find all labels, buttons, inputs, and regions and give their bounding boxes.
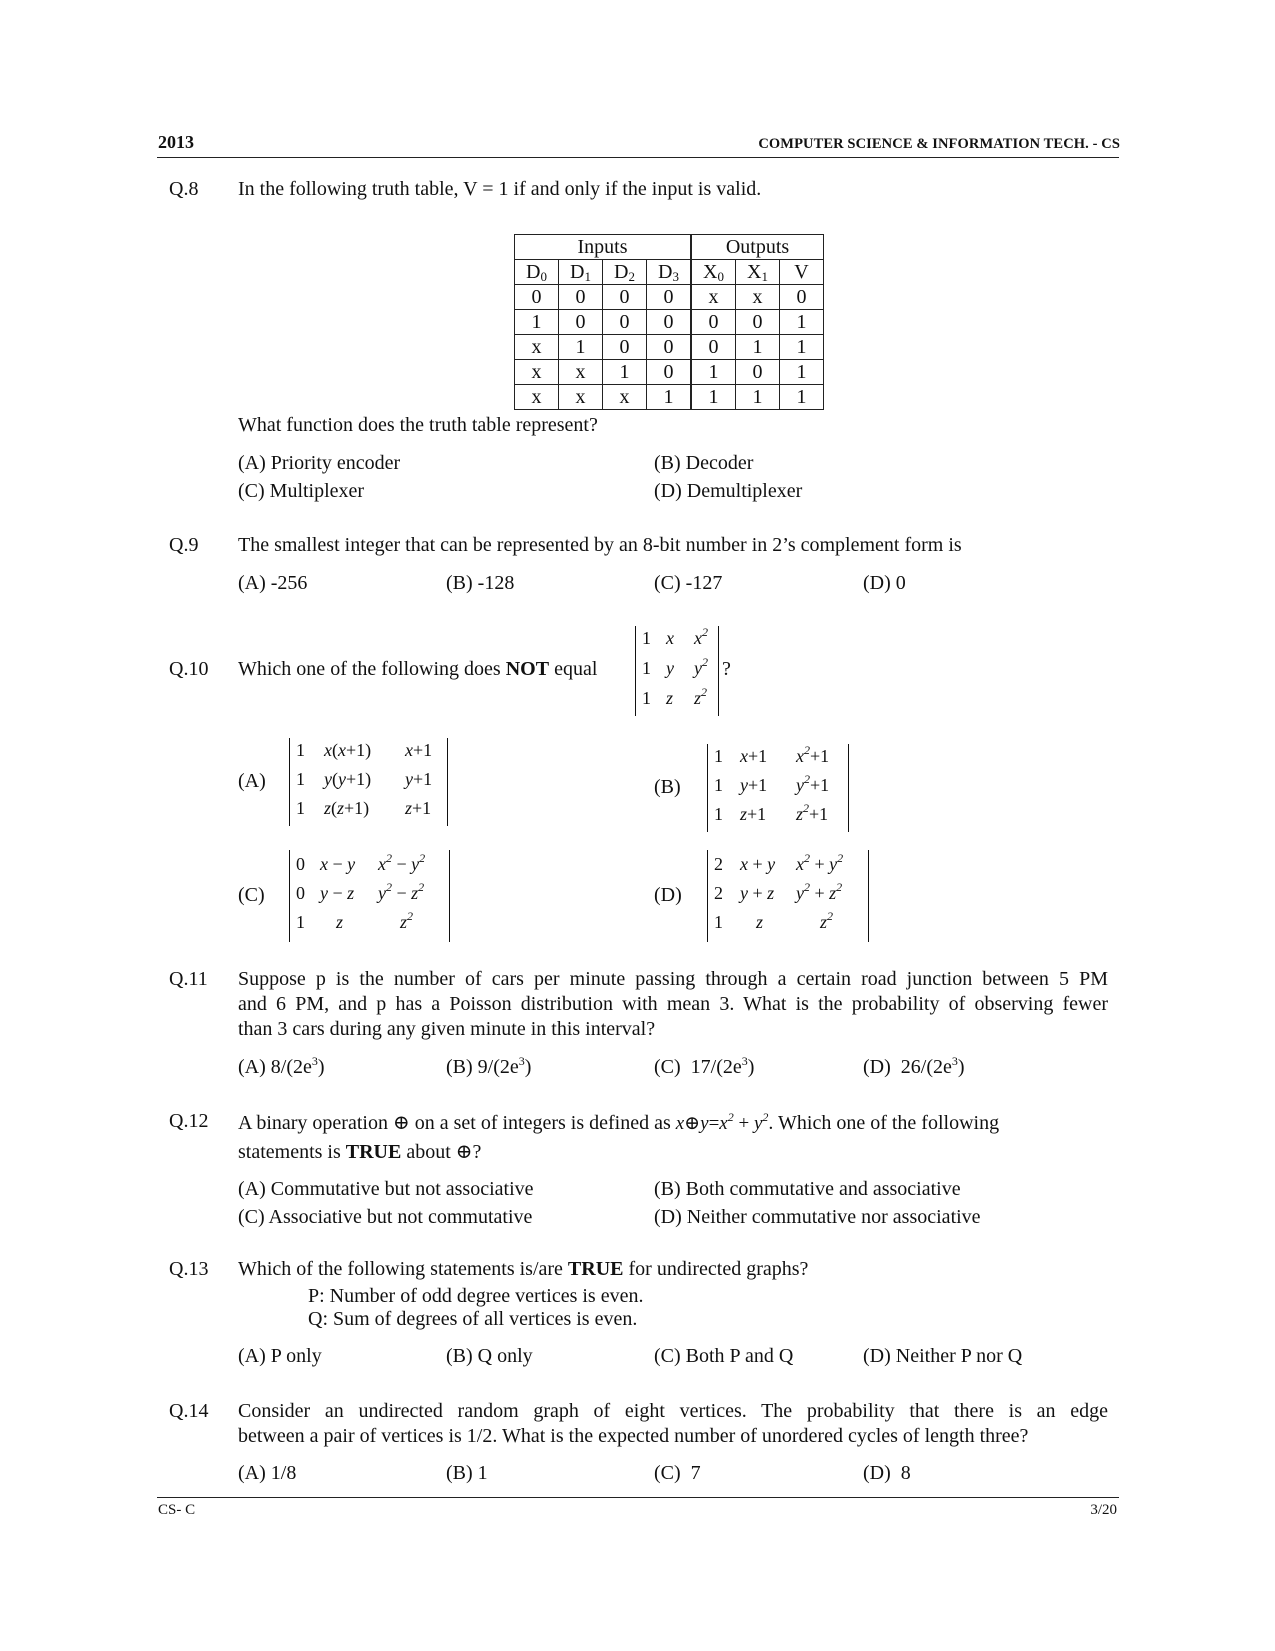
q8-option-c[interactable]: (C) Multiplexer [238, 480, 365, 502]
q11-option-a-text: (A) 8/(2e [238, 1056, 312, 1078]
table-cell: 1 [691, 385, 736, 410]
q9-option-a[interactable]: (A) -256 [238, 572, 308, 594]
col-x0: $X_0$ [691, 260, 736, 285]
col-d1: $D_1$ [559, 260, 603, 285]
q12-line-2-a: statements is [238, 1141, 341, 1163]
q12-option-c[interactable]: (C) Associative but not commutative [238, 1206, 533, 1228]
q10-question-mark: ? [722, 658, 731, 680]
footer-code: CS- C [158, 1502, 196, 1518]
table-cell: x [515, 385, 559, 410]
q11-line-3: than 3 cars during any given minute in this interval? [238, 1018, 656, 1040]
truth-table-column-headers [515, 260, 824, 285]
q10-text-before: Which one of the following does [238, 658, 501, 680]
q10-number: Q.10 [169, 658, 209, 680]
q10-option-a-determinant: 1 x(x+1) x+1 1 y(y+1) y+1 1 z(z+1) z+1 [289, 738, 448, 826]
q12-line-1-a: A binary operation ⊕ on a set of integers is defined as [238, 1112, 671, 1134]
col-x1: $X_1$ [736, 260, 780, 285]
q14-option-b[interactable]: (B) 1 [446, 1462, 488, 1484]
q13-statement-p: P: Number of odd degree vertices is even. [308, 1285, 644, 1307]
q8-number: Q.8 [169, 178, 199, 200]
q14-line-1: Consider an undirected random graph of eight vertices. The probability that there is an edge [238, 1400, 1108, 1422]
table-cell: x [515, 360, 559, 385]
table-cell: 0 [691, 310, 736, 335]
q14-number: Q.14 [169, 1400, 209, 1422]
q14-option-d[interactable]: (D) 8 [863, 1462, 911, 1484]
table-cell: 1 [647, 385, 692, 410]
table-cell: x [559, 385, 603, 410]
q13-statement-q: Q: Sum of degrees of all vertices is even. [308, 1308, 638, 1330]
table-cell: 0 [559, 285, 603, 310]
q11-option-c-text: (C) 17/(2e [654, 1056, 742, 1078]
q10-option-a-label[interactable]: (A) [238, 770, 266, 792]
truth-table [514, 234, 824, 410]
col-d3: $D_3$ [647, 260, 692, 285]
table-cell: 1 [691, 360, 736, 385]
col-d0: $D_0$ [515, 260, 559, 285]
q11-option-c[interactable]: (C) $17/(2e^3)$ [654, 1054, 755, 1078]
q10-text [238, 658, 597, 681]
q9-option-d[interactable]: (D) 0 [863, 572, 906, 594]
table-cell: 1 [780, 335, 824, 360]
table-cell: x [515, 335, 559, 360]
q8-option-a[interactable]: (A) Priority encoder [238, 452, 401, 474]
q10-main-determinant: 1 x $x^2$ 1 y $y^2$ 1 z $z^2$ [635, 626, 719, 716]
table-cell: 0 [780, 285, 824, 310]
table-cell: 0 [603, 335, 647, 360]
q13-option-a[interactable]: (A) P only [238, 1345, 322, 1367]
footer-divider [157, 1497, 1119, 1498]
header-title: COMPUTER SCIENCE & INFORMATION TECH. - CS [758, 136, 1120, 152]
col-d2: $D_2$ [603, 260, 647, 285]
truth-table-outputs-header: Outputs [691, 235, 824, 260]
table-cell: x [559, 360, 603, 385]
table-cell: 0 [647, 360, 692, 385]
table-cell: x [736, 285, 780, 310]
table-cell: 0 [736, 310, 780, 335]
q12-number: Q.12 [169, 1110, 209, 1132]
table-cell: 0 [559, 310, 603, 335]
q8-option-d[interactable]: (D) Demultiplexer [654, 480, 803, 502]
q13-option-b[interactable]: (B) Q only [446, 1345, 533, 1367]
q13-option-c[interactable]: (C) Both P and Q [654, 1345, 794, 1367]
q11-option-d[interactable]: (D) $26/(2e^3)$ [863, 1054, 965, 1078]
table-row [515, 360, 824, 385]
header-year: 2013 [158, 132, 194, 152]
table-cell: 0 [647, 285, 692, 310]
q8-question: What function does the truth table represent? [238, 414, 598, 436]
table-cell: 0 [647, 335, 692, 360]
q11-option-a[interactable]: (A) $8/(2e^3)$ [238, 1054, 325, 1078]
table-cell: 0 [515, 285, 559, 310]
q13-text-a: Which of the following statements is/are [238, 1258, 563, 1280]
table-row [515, 285, 824, 310]
q9-number: Q.9 [169, 534, 199, 556]
truth-table-inputs-header: Inputs [515, 235, 692, 260]
table-row [515, 385, 824, 410]
q13-text-bold: TRUE [567, 1258, 624, 1280]
q12-line-2-b: about ⊕? [406, 1141, 482, 1163]
q9-option-c[interactable]: (C) -127 [654, 572, 723, 594]
q10-option-b-determinant: 1 x+1 $x^2+1$ 1 y+1 $y^2+1$ 1 z+1 $z^2+1$ [707, 744, 849, 832]
q11-line-1: Suppose p is the number of cars per minute passing through a certain road junction between 5 PM [238, 968, 1108, 990]
table-cell: 1 [780, 310, 824, 335]
q14-line-2: between a pair of vertices is 1/2. What is the expected number of unordered cycles of length three? [238, 1425, 1029, 1447]
q10-text-bold: NOT [505, 658, 550, 680]
table-cell: 1 [559, 335, 603, 360]
q9-option-b[interactable]: (B) -128 [446, 572, 515, 594]
q10-option-d-determinant: 2 x + y $x^2 + y^2$ 2 y + z $y^2 + z^2$ 1 z $z^2$ [707, 850, 869, 942]
q11-option-b-text: (B) 9/(2e [446, 1056, 519, 1078]
q10-option-c-determinant: 0 x − y $x^2 - y^2$ 0 y − z $y^2 - z^2$ 1 z $z^2$ [289, 850, 450, 942]
table-cell: 0 [736, 360, 780, 385]
q12-line-2-bold: TRUE [345, 1141, 402, 1163]
table-cell: 0 [647, 310, 692, 335]
q13-number: Q.13 [169, 1258, 209, 1280]
table-cell: x [603, 385, 647, 410]
q8-text: In the following truth table, V = 1 if and only if the input is valid. [238, 178, 762, 200]
q10-option-d-label[interactable]: (D) [654, 884, 682, 906]
table-cell: 1 [780, 385, 824, 410]
table-cell: 0 [603, 310, 647, 335]
table-row [515, 310, 824, 335]
q8-option-b[interactable]: (B) Decoder [654, 452, 754, 474]
q14-option-c[interactable]: (C) 7 [654, 1462, 701, 1484]
table-cell: 1 [736, 335, 780, 360]
q12-option-d[interactable]: (D) Neither commutative nor associative [654, 1206, 981, 1228]
q12-line-1 [238, 1110, 999, 1135]
table-cell: x [691, 285, 736, 310]
q9-text: The smallest integer that can be represented by an 8-bit number in 2’s complement form is [238, 534, 962, 556]
table-cell: 0 [603, 285, 647, 310]
table-cell: 0 [691, 335, 736, 360]
q12-formula: $x\oplus y=x^2 + y^2$ [675, 1110, 769, 1134]
q11-number: Q.11 [169, 968, 208, 990]
q13-text [238, 1258, 808, 1281]
q11-option-b[interactable]: (B) $9/(2e^3)$ [446, 1054, 532, 1078]
q12-line-2 [238, 1139, 481, 1164]
table-cell: 1 [603, 360, 647, 385]
q13-option-d[interactable]: (D) Neither P nor Q [863, 1345, 1023, 1367]
header-divider [157, 157, 1119, 158]
table-cell: 1 [515, 310, 559, 335]
q10-option-c-label[interactable]: (C) [238, 884, 265, 906]
table-row [515, 335, 824, 360]
col-v: V [780, 260, 824, 285]
q11-option-d-text: (D) 26/(2e [863, 1056, 952, 1078]
q12-option-a[interactable]: (A) Commutative but not associative [238, 1178, 534, 1200]
q12-line-1-b: . Which one of the following [768, 1112, 1000, 1134]
q11-line-2: and 6 PM, and p has a Poisson distribution with mean 3. What is the probability of observing fewer [238, 993, 1108, 1015]
footer-page-number: 3/20 [1090, 1502, 1117, 1518]
q10-option-b-label[interactable]: (B) [654, 776, 681, 798]
q14-option-a[interactable]: (A) 1/8 [238, 1462, 297, 1484]
table-cell: 1 [780, 360, 824, 385]
q13-text-b: for undirected graphs? [628, 1258, 809, 1280]
table-cell: 1 [736, 385, 780, 410]
q10-text-after: equal [554, 658, 598, 680]
q12-option-b[interactable]: (B) Both commutative and associative [654, 1178, 961, 1200]
